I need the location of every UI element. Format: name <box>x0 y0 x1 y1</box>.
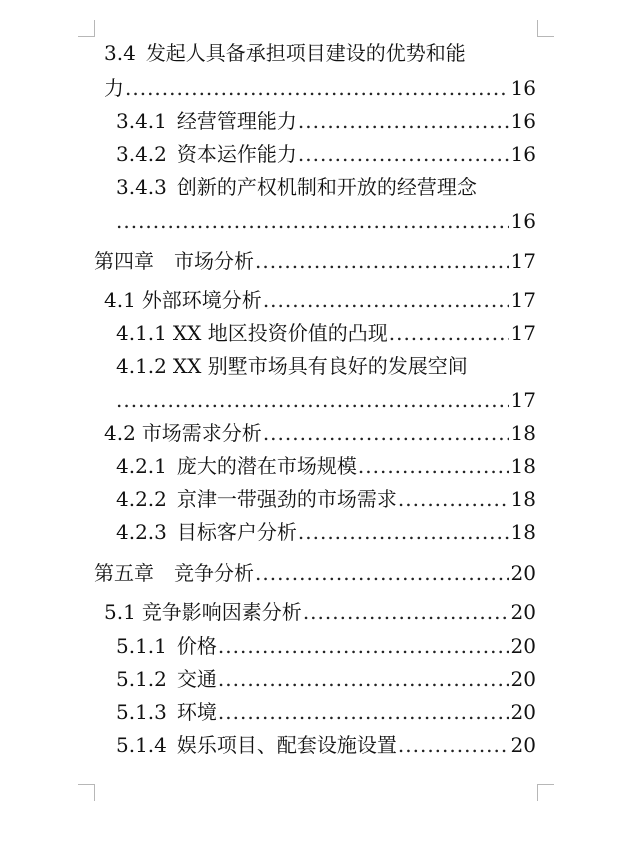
toc-title: 庞大的潜在市场规模 <box>176 454 357 478</box>
toc-chapter-number: 第五章 <box>94 561 154 585</box>
toc-entry-4-1[interactable] <box>104 285 536 315</box>
dot-leader <box>398 730 509 760</box>
toc-title: 娱乐项目、配套设施设置 <box>176 733 397 757</box>
dot-leader <box>398 484 509 514</box>
toc-number: 3.4.2 <box>116 142 167 166</box>
toc-entry-4-2[interactable] <box>104 418 536 448</box>
toc-number: 4.2.1 <box>116 454 167 478</box>
toc-page-number: 17 <box>510 249 536 273</box>
dot-leader <box>125 73 509 103</box>
toc-entry-3-4-3-line2[interactable] <box>116 206 536 236</box>
toc-page-number: 16 <box>510 76 536 100</box>
toc-entry-4-1-2-line1[interactable] <box>116 351 536 381</box>
dot-leader <box>298 517 509 547</box>
toc-number: 4.2.2 <box>116 487 167 511</box>
toc-number: 4.2.3 <box>116 520 167 544</box>
dot-leader <box>298 106 509 136</box>
toc-title-continuation: 力 <box>104 76 124 100</box>
dot-leader <box>303 597 509 627</box>
toc-page-number: 16 <box>510 209 536 233</box>
toc-page-number: 16 <box>510 142 536 166</box>
toc-entry-4-2-1[interactable] <box>116 451 536 481</box>
toc-entry-3-4-line2[interactable] <box>104 73 536 103</box>
toc-page-number: 18 <box>510 487 536 511</box>
toc-title: 竞争分析 <box>174 561 254 585</box>
toc-title: 市场需求分析 <box>141 421 262 445</box>
toc-page-number: 16 <box>510 109 536 133</box>
toc-entry-5-1-4[interactable] <box>116 730 536 760</box>
toc-page-number: 20 <box>510 700 536 724</box>
dot-leader <box>389 318 509 348</box>
toc-title: 发起人具备承担项目建设的优势和能 <box>145 41 466 65</box>
toc-chapter-number: 第四章 <box>94 249 154 273</box>
toc-page-number: 20 <box>510 561 536 585</box>
toc-number: 4.2 <box>104 421 136 445</box>
toc-title: XX 地区投资价值的凸现 <box>172 321 388 345</box>
toc-number: 5.1.4 <box>116 733 167 757</box>
toc-number: 5.1.3 <box>116 700 167 724</box>
dot-leader <box>116 385 509 415</box>
toc-entry-5-1[interactable] <box>104 597 536 627</box>
toc-title: 目标客户分析 <box>176 520 297 544</box>
toc-entry-4-1-2-line2[interactable] <box>116 385 536 415</box>
toc-page-number: 17 <box>510 321 536 345</box>
toc-page-number: 20 <box>510 733 536 757</box>
toc-number: 5.1.2 <box>116 667 167 691</box>
dot-leader <box>218 631 509 661</box>
toc-page-number: 17 <box>510 388 536 412</box>
toc-title: 资本运作能力 <box>176 142 297 166</box>
toc-page-number: 20 <box>510 634 536 658</box>
toc-page-number: 20 <box>510 600 536 624</box>
toc-number: 5.1.1 <box>116 634 167 658</box>
toc-page-number: 18 <box>510 421 536 445</box>
toc-entry-5-1-1[interactable] <box>116 631 536 661</box>
toc-number: 3.4 <box>104 41 136 65</box>
toc-title: 创新的产权机制和开放的经营理念 <box>176 175 477 199</box>
dot-leader <box>298 139 509 169</box>
toc-number: 4.1 <box>104 288 136 312</box>
toc-entry-chapter-5[interactable] <box>94 558 536 588</box>
dot-leader <box>255 558 509 588</box>
dot-leader <box>263 285 509 315</box>
toc-title: 环境 <box>176 700 217 724</box>
toc-page-number: 18 <box>510 520 536 544</box>
toc-entry-3-4-2[interactable] <box>116 139 536 169</box>
toc-page-number: 20 <box>510 667 536 691</box>
dot-leader <box>263 418 509 448</box>
dot-leader <box>116 206 509 236</box>
toc-title: 价格 <box>176 634 217 658</box>
toc-title: 外部环境分析 <box>141 288 262 312</box>
toc-number: 3.4.1 <box>116 109 167 133</box>
toc-entry-4-2-2[interactable] <box>116 484 536 514</box>
toc-entry-4-2-3[interactable] <box>116 517 536 547</box>
toc-number: 5.1 <box>104 600 136 624</box>
toc-title: XX 别墅市场具有良好的发展空间 <box>172 354 468 378</box>
dot-leader <box>358 451 509 481</box>
toc-title: 京津一带强劲的市场需求 <box>176 487 397 511</box>
toc-entry-5-1-2[interactable] <box>116 664 536 694</box>
toc-page-number: 18 <box>510 454 536 478</box>
toc-title: 交通 <box>176 667 217 691</box>
dot-leader <box>255 246 509 276</box>
dot-leader <box>218 664 509 694</box>
toc-entry-3-4-1[interactable] <box>116 106 536 136</box>
toc-title: 经营管理能力 <box>176 109 297 133</box>
toc-entry-chapter-4[interactable] <box>94 246 536 276</box>
toc-page-number: 17 <box>510 288 536 312</box>
toc-title: 市场分析 <box>174 249 254 273</box>
toc-entry-3-4-3-line1[interactable] <box>116 172 536 202</box>
toc-entry-4-1-1[interactable] <box>116 318 536 348</box>
toc-entry-5-1-3[interactable] <box>116 697 536 727</box>
toc-number: 3.4.3 <box>116 175 167 199</box>
toc-entry-3-4-line1[interactable] <box>104 38 536 68</box>
toc-number: 4.1.2 <box>116 354 167 378</box>
dot-leader <box>218 697 509 727</box>
toc-number: 4.1.1 <box>116 321 167 345</box>
toc-title: 竞争影响因素分析 <box>141 600 302 624</box>
